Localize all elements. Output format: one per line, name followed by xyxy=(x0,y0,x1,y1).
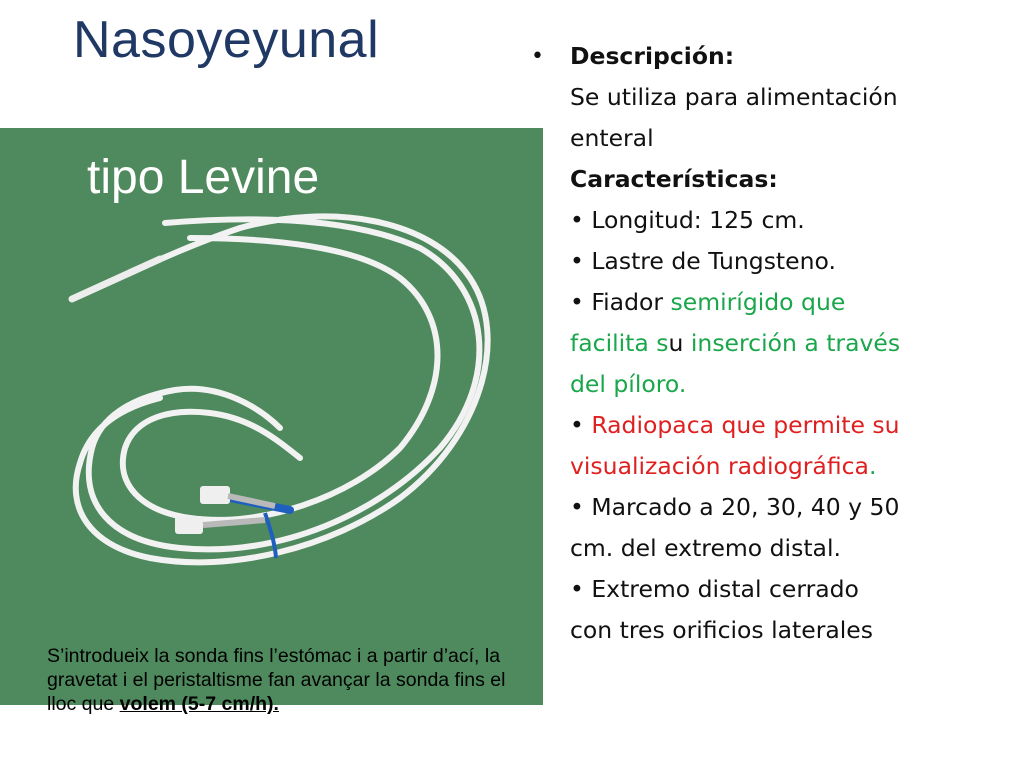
characteristic-line xyxy=(570,364,1010,405)
caption-part-2: volem (5-7 cm/h). xyxy=(119,693,279,715)
characteristic-line xyxy=(570,405,1010,446)
characteristic-line xyxy=(570,323,1010,364)
text-part: • Fiador xyxy=(570,288,671,316)
caption-text xyxy=(47,644,539,716)
tube-connector-icon xyxy=(175,516,203,534)
description-heading: Descripción: xyxy=(570,42,735,70)
text-part-green: facilita s xyxy=(570,329,669,357)
bullet-icon: • xyxy=(531,44,544,69)
text-part-green: del píloro. xyxy=(570,370,687,398)
text-part-green: . xyxy=(868,452,877,480)
tube-photo-panel xyxy=(0,128,543,705)
characteristic-line: • Longitud: 125 cm. xyxy=(570,206,805,234)
caption-part-1: S’introdueix la sonda fins l’estómac i a partir d’ací, la gravetat i el peristaltisme fan avançar la sonda fins el lloc que xyxy=(47,645,506,715)
characteristic-line: • Lastre de Tungsteno. xyxy=(570,247,836,275)
description-line: enteral xyxy=(570,124,654,152)
characteristic-line: cm. del extremo distal. xyxy=(570,534,841,562)
text-part: u xyxy=(668,329,691,357)
characteristic-line xyxy=(570,446,1010,487)
characteristic-line: • Marcado a 20, 30, 40 y 50 xyxy=(570,493,900,521)
characteristic-line: • Extremo distal cerrado xyxy=(570,575,859,603)
characteristic-line xyxy=(570,282,1010,323)
text-part-red: visualización radiográfica xyxy=(570,452,869,480)
description-line: Se utiliza para alimentación xyxy=(570,83,898,111)
description-content xyxy=(570,36,1010,651)
text-part-red: Radiopaca que permite su xyxy=(591,411,900,439)
text-part: • xyxy=(570,411,592,439)
feeding-tube-image xyxy=(0,128,543,705)
characteristics-heading: Características: xyxy=(570,165,778,193)
text-part-green: inserción a través xyxy=(690,329,901,357)
tube-connector-icon xyxy=(200,486,230,504)
slide-subtitle: tipo Levine xyxy=(87,151,320,204)
slide-title: Nasoyeyunal xyxy=(73,11,380,69)
characteristic-line: con tres orificios laterales xyxy=(570,616,873,644)
text-part-green: semirígido que xyxy=(670,288,846,316)
